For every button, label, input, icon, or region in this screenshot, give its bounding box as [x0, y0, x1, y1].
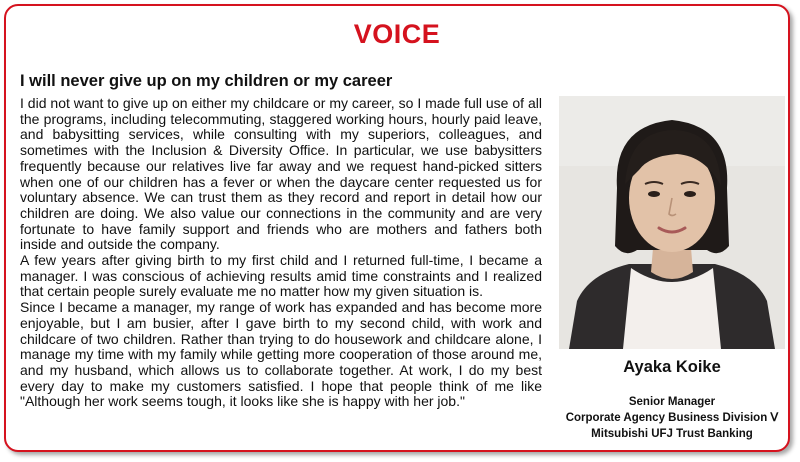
paragraph-3: Since I became a manager, my range of work has expanded and has become more enjoyable, but I am busier, after I gave birth to my second child, with work and childcare of two children. Rather than trying to do housework and childcare alone, I manage my time with my family while getting more cooperation of those around me, and my husband, which allows us to collaborate together. At work, I do my best every day to make my customers satisfied. I hope that people think of me like "Although her work seems tough, it looks like she is happy with her job.": [20, 299, 542, 410]
portrait-photo: [559, 96, 785, 349]
paragraph-1: I did not want to give up on either my childcare or my career, so I made full use of all the programs, including telecommuting, staggered working hours, hourly paid leave, and babysitting services, while consulting with my superiors, colleagues, and sometimes with the Inclusion & Diversity Office. In particular, we use babysitters frequently because our relatives live far away and we request hand-picked sitters when one of our children has a fever or when the daycare center requested us for voluntary absence. We can trust them as they record and report in detail how our children are doing. We also value our connections in the community and are very fortunate to have family support and friends who are mothers and fathers both inside and outside the company.: [20, 95, 542, 253]
person-name: Ayaka Koike: [623, 358, 721, 376]
paragraph-2: A few years after giving birth to my first child and I returned full-time, I became a manager. I was conscious of achieving results amid time constraints and I realized that certain people surely evaluate me no matter how my given situation is.: [20, 252, 542, 300]
headline: I will never give up on my children or my career: [20, 72, 393, 90]
section-title: VOICE: [353, 19, 441, 49]
person-division: Corporate Agency Business Division Ⅴ: [565, 412, 779, 424]
voice-card: [4, 4, 790, 452]
person-company: Mitsubishi UFJ Trust Banking: [591, 428, 753, 440]
person-title: Senior Manager: [628, 396, 716, 408]
testimonial-body: [20, 96, 542, 410]
person-info: [536, 394, 800, 442]
portrait-illustration: [559, 96, 785, 349]
